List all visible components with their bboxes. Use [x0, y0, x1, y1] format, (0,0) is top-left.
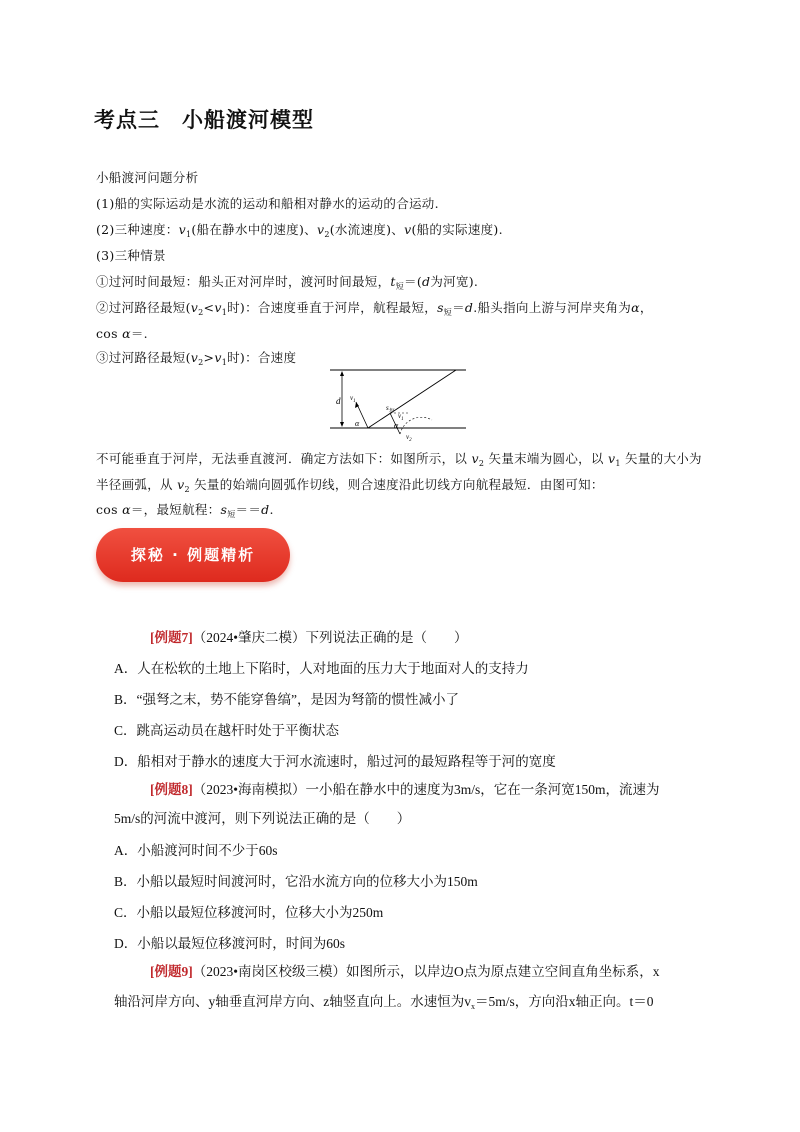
analysis-line-2: (2)三种速度：$v_1$(船在静水中的速度)、$v_2$(水流速度)、v(船的实际速度).: [96, 222, 503, 239]
alpha-label-left: α: [355, 419, 360, 428]
analysis-line-1: (1)船的实际运动是水流的运动和船相对静水的运动的合运动.: [96, 196, 439, 211]
example-8-stem-cont: 5m/s的河流中渡河，则下列说法正确的是（ ）: [114, 811, 411, 826]
analysis-line-3: (3)三种情景: [96, 248, 166, 263]
example-7-tag: [例题7]: [150, 630, 193, 645]
example-9-stem: [例题9]（2023•南岗区校级三模）如图所示，以岸边O点为原点建立空间直角坐标系，x: [150, 964, 660, 979]
example-8-option-b: B．小船以最短时间渡河时，它沿水流方向的位移大小为150m: [114, 874, 478, 889]
width-label: d: [336, 396, 341, 406]
resultant-path-line: [368, 370, 456, 428]
example-8-option-a: A．小船渡河时间不少于60s: [114, 843, 278, 858]
example-7-option-a: A．人在松软的土地上下陷时，人对地面的压力大于地面对人的支持力: [114, 661, 529, 676]
v2-label: $v_2$: [406, 433, 412, 443]
example-9-tag: [例题9]: [150, 964, 193, 979]
case-3: ③过河路径最短($v_2>v_1$时)：合速度: [96, 350, 297, 367]
section-title: [94, 104, 314, 134]
shortest-path-label: $s_短$: [386, 404, 394, 414]
example-8-tag: [例题8]: [150, 782, 193, 797]
shortest-path-formula: cos α＝，最短航程：$s_短==d$.: [96, 502, 274, 519]
example-7-stem: [例题7]（2024•肇庆二模）下列说法正确的是（ ）: [150, 630, 468, 645]
example-8-option-c: C．小船以最短位移渡河时，位移大小为250m: [114, 905, 384, 920]
section-topic: 小船渡河模型: [182, 108, 314, 132]
v1-label: $v_1$: [350, 394, 356, 404]
case-1: ①过河时间最短：船头正对河岸时，渡河时间最短，$t_短=(d$为河宽).: [96, 274, 479, 291]
alpha-label-right: α: [394, 421, 399, 430]
examples-banner: 探秘 · 例题精析: [96, 528, 290, 582]
width-arrow-head-bottom: [340, 422, 344, 427]
section-number: 考点三: [94, 108, 160, 132]
example-8-option-d: D．小船以最短位移渡河时，时间为60s: [114, 936, 346, 951]
case-2-cos: cos α＝.: [96, 326, 148, 341]
method-paragraph: 不可能垂直于河岸，无法垂直渡河．确定方法如下：如图所示，以 $v_2$ 矢量末端为圆心，以 $v_1$ 矢量的大小为半径画弧，从 $v_2$ 矢量的始端向圆弧作切线，则合速度沿此切线方向航程最短．由图可知：: [96, 451, 702, 494]
tangent-arc: [400, 417, 432, 434]
example-7-option-d: D．船相对于静水的速度大于河水流速时，船过河的最短路程等于河的宽度: [114, 754, 556, 769]
case-2: ②过河路径最短($v_2<v_1$时)：合速度垂直于河岸，航程最短，$s_短=d$.船头指向上游与河岸夹角为α，: [96, 300, 653, 317]
v1-label-right: $v_1$: [398, 412, 404, 422]
example-9-stem-cont: 轴沿河岸方向、y轴垂直河岸方向、z轴竖直向上。水速恒为$v_x=5m/s$，方向沿x轴正向。t＝0: [114, 994, 654, 1011]
example-7-option-b: B．“强弩之末，势不能穿鲁缟”，是因为弩箭的惯性减小了: [114, 692, 459, 707]
river-crossing-diagram: [328, 364, 468, 444]
width-arrow-head-top: [340, 371, 344, 376]
example-8-stem: [例题8]（2023•海南模拟）一小船在静水中的速度为3m/s，它在一条河宽150m，流速为: [150, 782, 660, 797]
analysis-caption: 小船渡河问题分析: [96, 170, 199, 185]
example-7-option-c: C．跳高运动员在越杆时处于平衡状态: [114, 723, 340, 738]
